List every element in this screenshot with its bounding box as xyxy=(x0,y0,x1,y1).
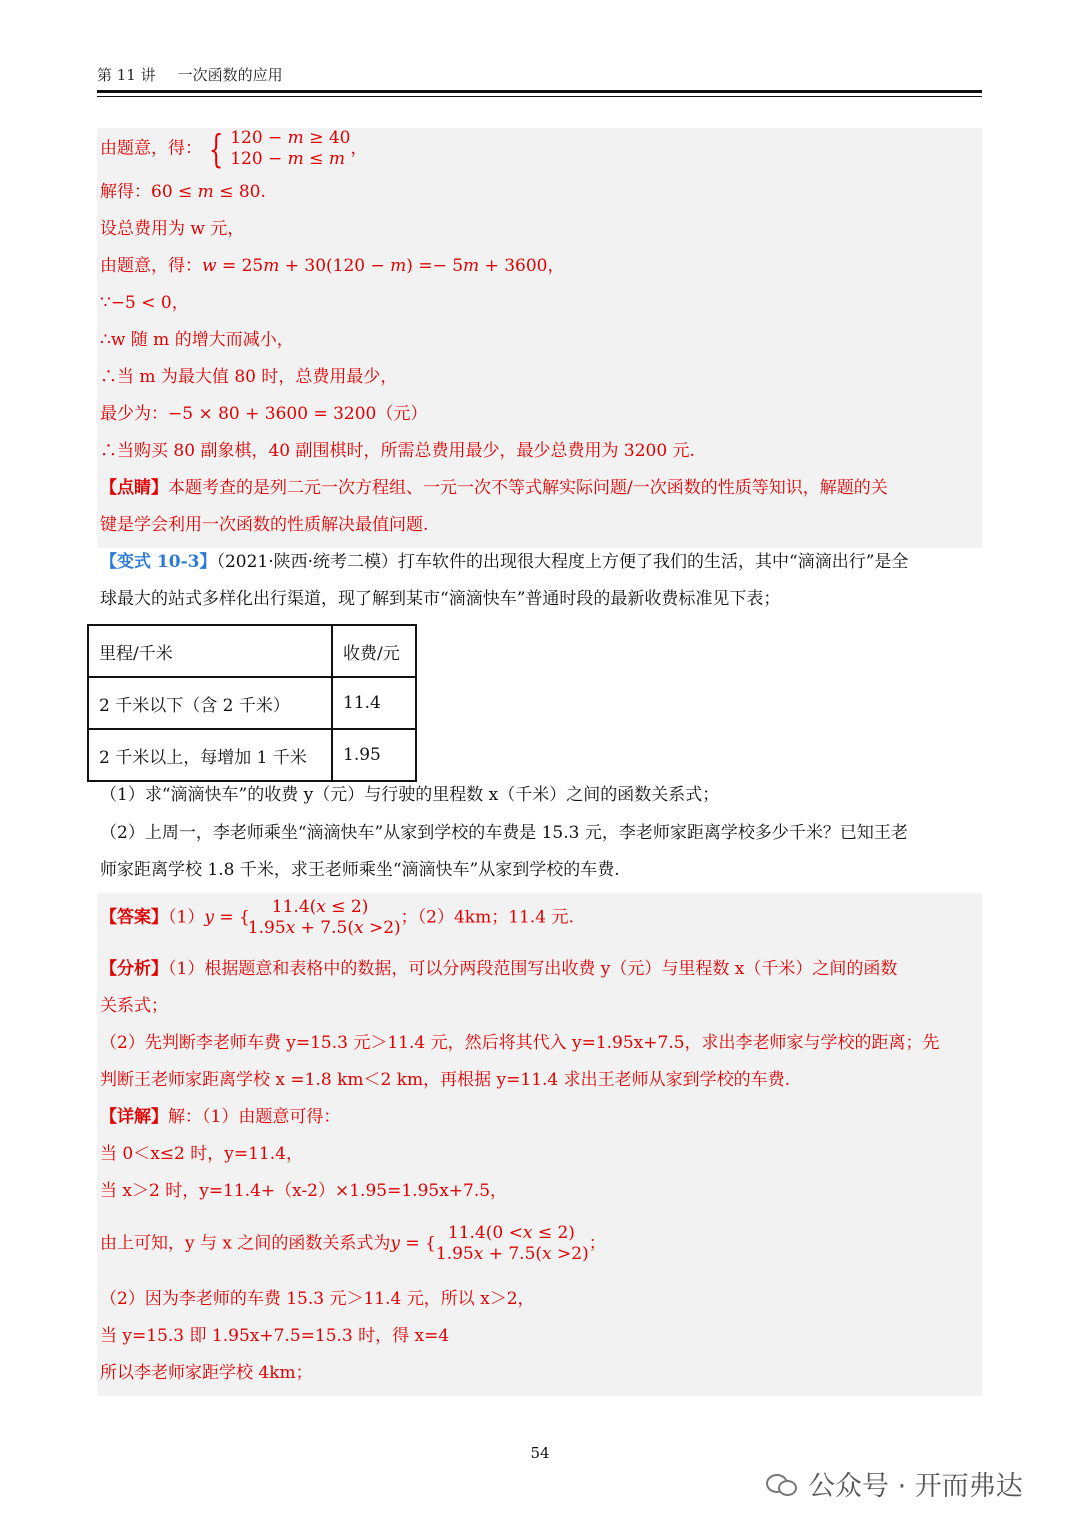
table-header-row xyxy=(88,625,416,677)
table-row xyxy=(88,677,416,729)
header-rule-thick xyxy=(97,90,982,93)
question-2-line-1: （2）上周一，李老师乘坐“滴滴快车”从家到学校的车费是 15.3 元，李老师家距离学校多少千米？已知王老 xyxy=(100,823,908,843)
piecewise-system: 11.4(0 <𝑥 ≤ 2) 1.95𝑥 + 7.5(𝑥 >2) xyxy=(435,1223,589,1264)
page-number: 54 xyxy=(530,1444,550,1462)
detail-tag: 【详解】 xyxy=(100,1107,168,1127)
detail-line-2: 当 0＜x≤2 时，y=11.4， xyxy=(100,1144,303,1164)
answer-tag: 【答案】 xyxy=(100,907,168,928)
lecture-title: 一次函数的应用 xyxy=(177,66,283,84)
analysis-tag: 【分析】 xyxy=(100,959,168,979)
watermark-text: 公众号 · 开而弗达 xyxy=(808,1471,1023,1502)
detail-line-6: 当 y=15.3 即 1.95x+7.5=15.3 时，得 x=4 xyxy=(100,1326,450,1346)
analysis-line-4: 判断王老师家距离学校 x =1.8 km＜2 km，再根据 y=11.4 求出王老师从家到学校的车费. xyxy=(100,1070,791,1090)
answer-line: 【答案】（1）𝑦 = { 11.4(𝑥 ≤ 2) 1.95𝑥 + 7.5(𝑥 >2) ；（2）4km；11.4 元. xyxy=(100,897,574,938)
detail-line-7: 所以李老师家距学校 4km； xyxy=(100,1363,313,1383)
solution-line-9: ∴当购买 80 副象棋，40 副围棋时，所需总费用最少，最少总费用为 3200 元. xyxy=(100,441,695,461)
page-header xyxy=(97,64,982,85)
comment-line-2: 键是学会利用一次函数的性质解决最值问题. xyxy=(100,515,429,535)
table-row xyxy=(88,729,416,781)
table-cell: 2 千米以上，每增加 1 千米 xyxy=(88,729,332,781)
brace-icon: { xyxy=(208,127,224,171)
detail-line-5: （2）因为李老师的车费 15.3 元＞11.4 元，所以 x＞2， xyxy=(100,1289,535,1309)
wechat-logo-icon xyxy=(766,1472,796,1496)
detail-line-4: 由上可知，y 与 x 之间的函数关系式为𝑦 = { 11.4(0 <𝑥 ≤ 2) 1.95𝑥 + 7.5(𝑥 >2) ； xyxy=(100,1223,606,1264)
question-1: （1）求“滴滴快车”的收费 y（元）与行驶的里程数 x（千米）之间的函数关系式； xyxy=(100,785,720,805)
lecture-number: 第 11 讲 xyxy=(97,66,156,84)
problem-line-1: 【变式 10-3】（2021·陕西·统考二模）打车软件的出现很大程度上方便了我们的生活，其中“滴滴出行”是全 xyxy=(100,552,909,572)
problem-tag: 【变式 10-3】 xyxy=(100,552,217,572)
inequality-system: 120 − 𝑚 ≥ 40 120 − 𝑚 ≤ 𝑚 xyxy=(230,128,351,169)
analysis-line-3: （2）先判断李老师车费 y=15.3 元＞11.4 元，然后将其代入 y=1.95x+7.5，求出李老师家与学校的距离；先 xyxy=(100,1033,940,1053)
analysis-line-2: 关系式； xyxy=(100,996,168,1016)
solution-line-8: 最少为：−5 × 80 + 3600 = 3200（元） xyxy=(100,404,428,424)
solution-line-7: ∴当 m 为最大值 80 时，总费用最少， xyxy=(100,367,398,387)
problem-line-2: 球最大的站式多样化出行渠道，现了解到某市“滴滴快车”普通时段的最新收费标准见下表； xyxy=(100,589,781,609)
table-cell: 2 千米以下（含 2 千米） xyxy=(88,677,332,729)
solution-line-2: 解得：60 ≤ 𝑚 ≤ 80. xyxy=(100,182,266,202)
detail-line-3: 当 x＞2 时，y=11.4+（x-2）×1.95=1.95x+7.5， xyxy=(100,1181,508,1201)
solution-line-6: ∴w 随 m 的增大而减小， xyxy=(100,330,294,350)
table-cell: 1.95 xyxy=(332,729,416,781)
detail-line-1: 【详解】解：（1）由题意可得： xyxy=(100,1107,341,1127)
header-rule-thin xyxy=(97,96,982,97)
comment-line-1: 【点睛】本题考查的是列二元一次方程组、一元一次不等式解实际问题/一次函数的性质等知识，解题的关 xyxy=(100,478,888,498)
solution-line-3: 设总费用为 w 元， xyxy=(100,219,245,239)
watermark xyxy=(766,1464,1023,1503)
table-header-cell: 里程/千米 xyxy=(88,625,332,677)
solution-line-1: 由题意，得： { 120 − 𝑚 ≥ 40 120 − 𝑚 ≤ 𝑚 ， xyxy=(100,127,368,171)
solution-line-5: ∵−5 < 0， xyxy=(100,293,189,313)
table-header-cell: 收费/元 xyxy=(332,625,416,677)
question-2-line-2: 师家距离学校 1.8 千米，求王老师乘坐“滴滴快车”从家到学校的车费. xyxy=(100,860,620,880)
solution-line-4: 由题意，得：𝑤 = 25𝑚 + 30(120 − 𝑚) =− 5𝑚 + 3600， xyxy=(100,256,565,276)
analysis-line-1: 【分析】（1）根据题意和表格中的数据，可以分两段范围写出收费 y（元）与里程数 x（千米）之间的函数 xyxy=(100,959,898,979)
fee-table xyxy=(87,624,417,782)
table-cell: 11.4 xyxy=(332,677,416,729)
piecewise-system: 11.4(𝑥 ≤ 2) 1.95𝑥 + 7.5(𝑥 >2) xyxy=(247,897,401,938)
comment-tag: 【点睛】 xyxy=(100,478,168,498)
